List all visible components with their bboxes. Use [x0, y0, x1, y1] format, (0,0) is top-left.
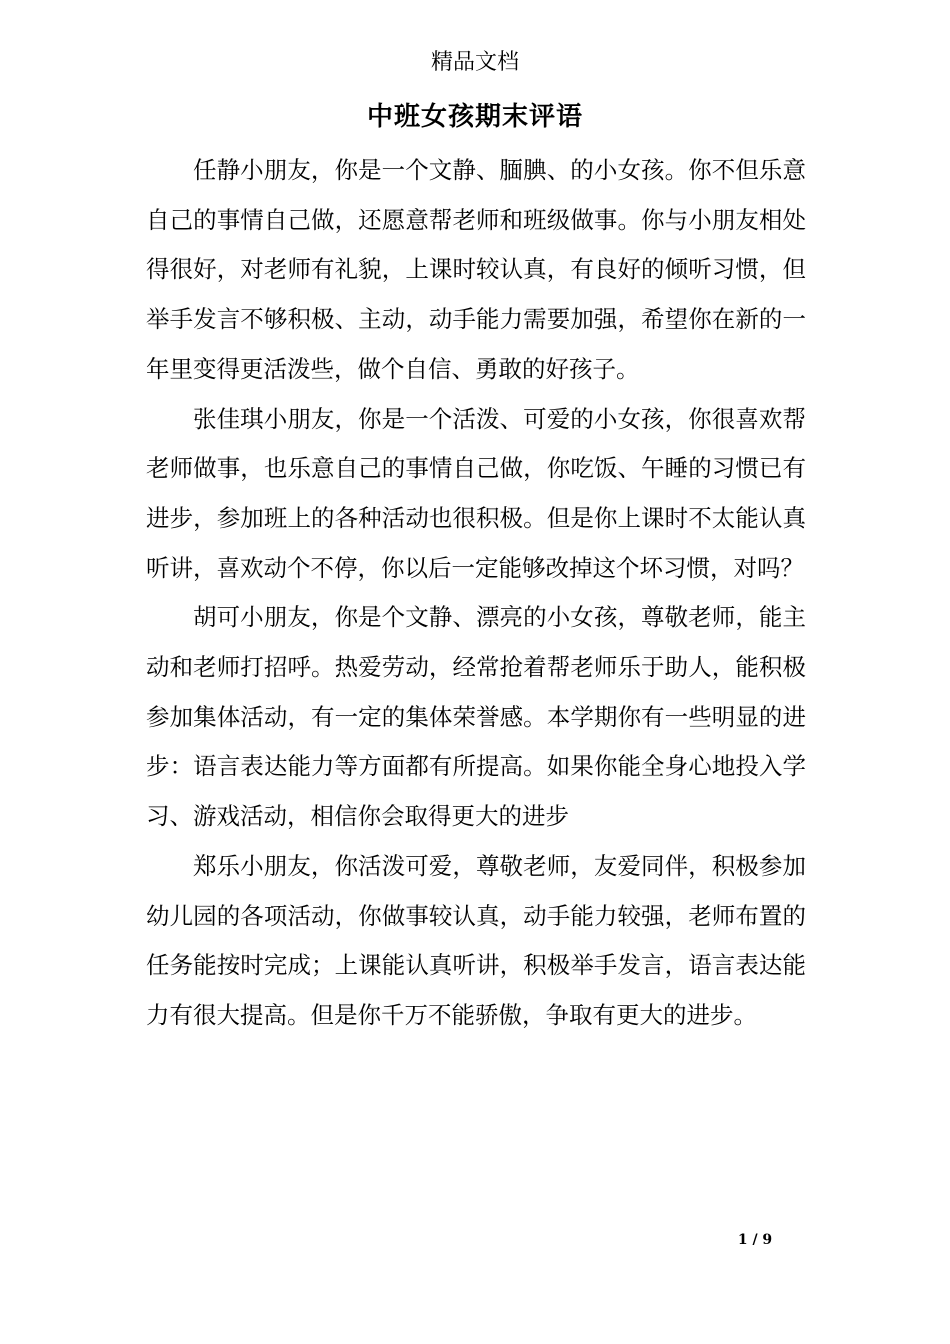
paragraph-1: 任静小朋友，你是一个文静、腼腆、的小女孩。你不但乐意自己的事情自己做，还愿意帮老师和班级做事。你与小朋友相处得很好，对老师有礼貌，上课时较认真，有良好的倾听习惯，但举手发言不够积极、主动，动手能力需要加强，希望你在新的一年里变得更活泼些，做个自信、勇敢的好孩子。 [146, 156, 806, 383]
paragraph-2: 张佳琪小朋友，你是一个活泼、可爱的小女孩，你很喜欢帮老师做事，也乐意自己的事情自己做，你吃饭、午睡的习惯已有进步，参加班上的各种活动也很积极。但是你上课时不太能认真听讲，喜欢动个不停，你以后一定能够改掉这个坏习惯，对吗？ [146, 404, 806, 582]
document-title: 中班女孩期末评语 [366, 102, 583, 132]
document-body [146, 146, 806, 1041]
paragraph-3: 胡可小朋友，你是个文静、漂亮的小女孩，尊敬老师，能主动和老师打招呼。热爱劳动，经常抢着帮老师乐于助人，能积极参加集体活动，有一定的集体荣誉感。本学期你有一些明显的进步：语言表达能力等方面都有所提高。如果你能全身心地投入学习、游戏活动，相信你会取得更大的进步 [146, 603, 806, 831]
page-number: 1 / 9 [737, 1232, 773, 1248]
page-header: 精品文档 [430, 50, 519, 75]
paragraph-4: 郑乐小朋友，你活泼可爱，尊敬老师，友爱同伴，积极参加幼儿园的各项活动，你做事较认真，动手能力较强，老师布置的任务能按时完成；上课能认真听讲，积极举手发言，语言表达能力有很大提高。但是你千万不能骄傲，争取有更大的进步。 [146, 851, 806, 1029]
